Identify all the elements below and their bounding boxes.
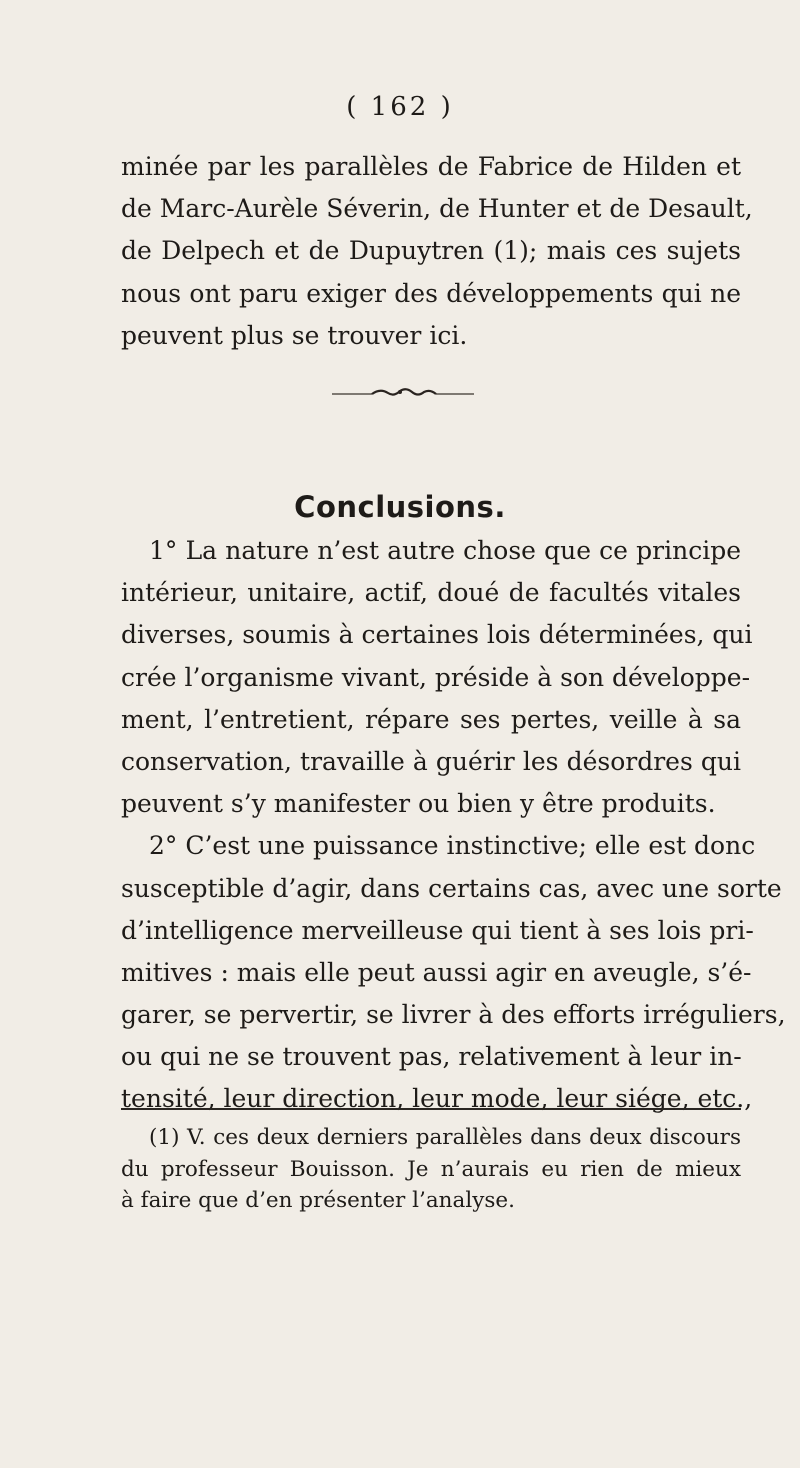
text-line: diverses, soumis à certaines lois déterminées, qui bbox=[121, 620, 753, 650]
text-line: ment, l’entretient, répare ses pertes, veille à sa bbox=[121, 704, 741, 734]
text-line: 1° La nature n’est autre chose que ce principe bbox=[149, 536, 741, 565]
text-line: de Delpech et de Dupuytren (1); mais ces sujets bbox=[121, 236, 741, 266]
text-line: d’intelligence merveilleuse qui tient à ses lois pri- bbox=[121, 915, 754, 945]
section-heading: Conclusions. bbox=[294, 490, 506, 524]
footnote-line: à faire que d’en présenter l’analyse. bbox=[121, 1188, 515, 1213]
text-line: de Marc-Aurèle Séverin, de Hunter et de Desault, bbox=[121, 194, 753, 224]
text-line: tensité, leur direction, leur mode, leur siége, etc., bbox=[121, 1084, 753, 1114]
text-line: garer, se pervertir, se livrer à des efforts irréguliers, bbox=[121, 1000, 786, 1030]
footnote-line: du professeur Bouisson. Je n’aurais eu rien de mieux bbox=[121, 1156, 741, 1182]
page-number: ( 162 ) bbox=[346, 92, 454, 122]
text-line: minée par les parallèles de Fabrice de Hilden et bbox=[121, 152, 741, 181]
conclusions-text bbox=[121, 530, 786, 1121]
text-line: nous ont paru exiger des développements qui ne bbox=[121, 278, 741, 308]
text-line: peuvent plus se trouver ici. bbox=[121, 320, 468, 350]
footnote-rule bbox=[121, 1108, 741, 1110]
intro-paragraph bbox=[121, 146, 753, 357]
footnote-line: (1) V. ces deux derniers parallèles dans deux discours bbox=[149, 1125, 741, 1150]
text-line: mitives : mais elle peut aussi agir en aveugle, s’é- bbox=[121, 957, 752, 987]
text-line: conservation, travaille à guérir les désordres qui bbox=[121, 746, 741, 776]
text-line: intérieur, unitaire, actif, doué de facultés vitales bbox=[121, 578, 741, 608]
ornamental-divider-icon bbox=[328, 386, 478, 400]
text-line: 2° C’est une puissance instinctive; elle est donc bbox=[149, 831, 756, 861]
text-line: crée l’organisme vivant, préside à son développe- bbox=[121, 662, 751, 692]
text-line: ou qui ne se trouvent pas, relativement à leur in- bbox=[121, 1042, 742, 1072]
text-line: susceptible d’agir, dans certains cas, avec une sorte bbox=[121, 873, 782, 903]
text-line: peuvent s’y manifester ou bien y être produits. bbox=[121, 789, 716, 819]
footnote bbox=[121, 1122, 741, 1217]
